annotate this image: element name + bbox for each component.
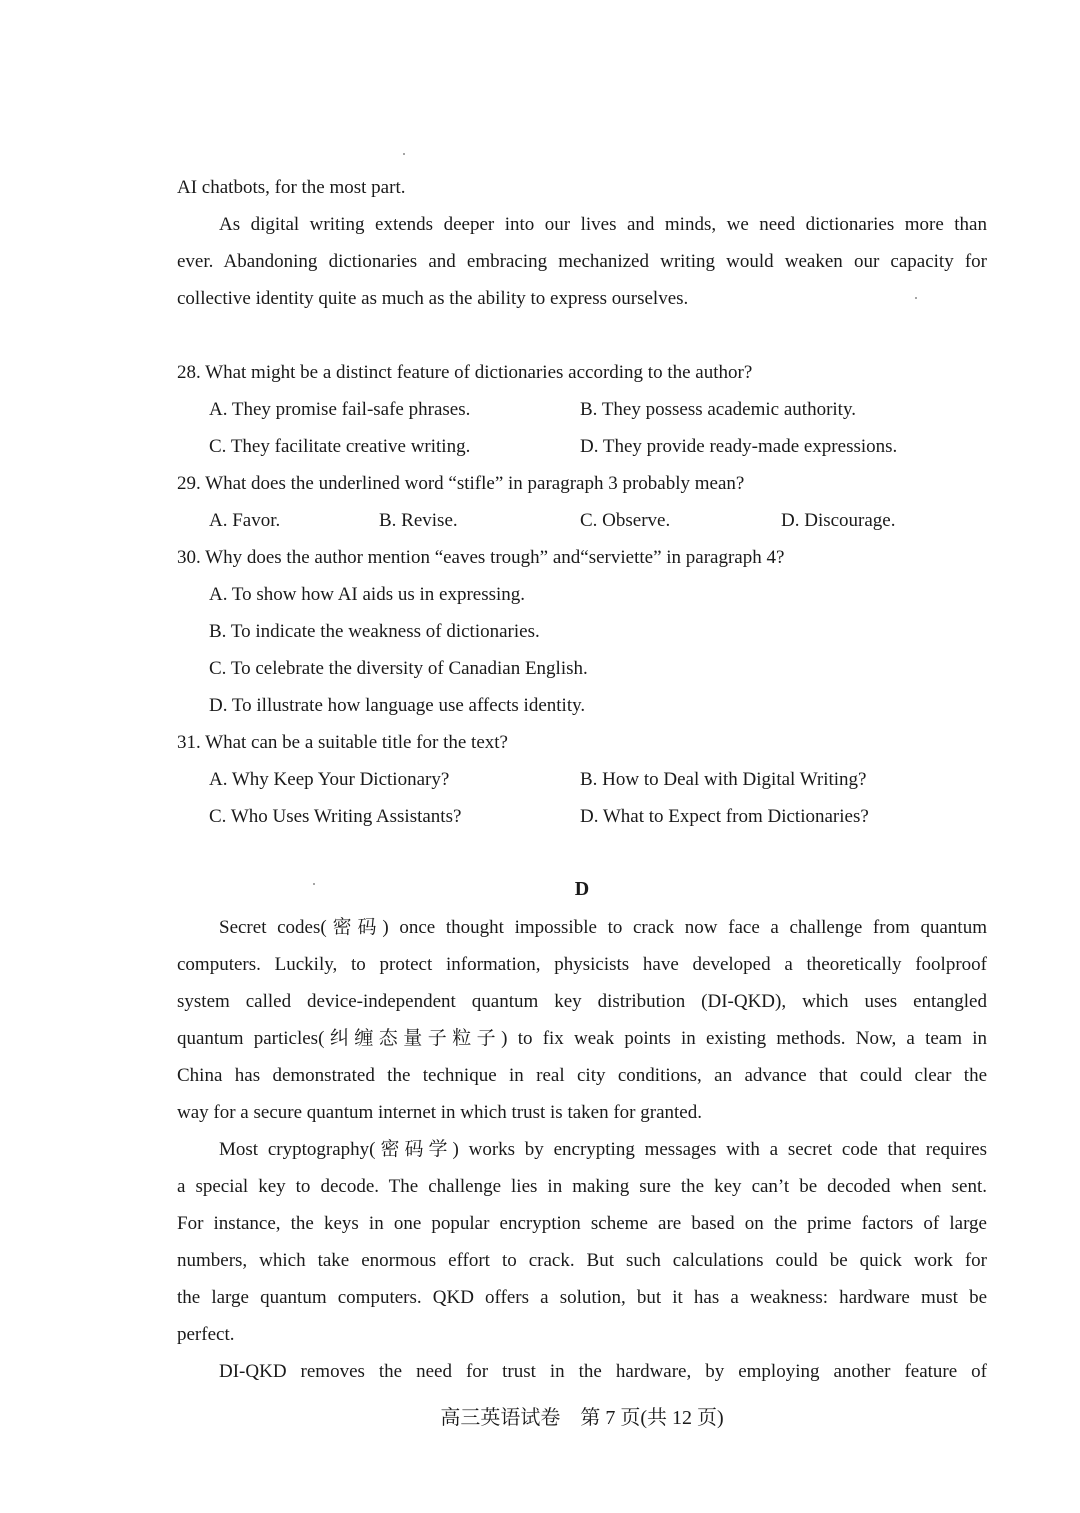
- question-30-option-c: C. To celebrate the diversity of Canadian English.: [209, 658, 588, 679]
- question-29-option-d: D. Discourage.: [781, 510, 896, 531]
- passage-d-paragraph-1-line: quantum particles(纠缠态量子粒子) to fix weak points in existing methods. Now, a team in: [177, 1028, 987, 1049]
- question-28-option-b: B. They possess academic authority.: [580, 399, 856, 420]
- section-d-heading: D: [574, 878, 590, 900]
- passage-d-paragraph-2-line: perfect.: [177, 1324, 235, 1345]
- question-30-option-a: A. To show how AI aids us in expressing.: [209, 584, 526, 605]
- passage-d-paragraph-2-line: numbers, which take enormous effort to crack. But such calculations could be quick work for: [177, 1250, 987, 1271]
- passage-d-paragraph-1-line: way for a secure quantum internet in which trust is taken for granted.: [177, 1102, 702, 1123]
- page-footer: 高三英语试卷 第 7 页(共 12 页): [440, 1407, 724, 1429]
- passage-d-paragraph-2-line: Most cryptography(密码学) works by encrypting messages with a secret code that requires: [219, 1139, 987, 1160]
- passage-d-paragraph-1-line: Secret codes(密码) once thought impossible to crack now face a challenge from quantum: [219, 917, 987, 938]
- passage-d-paragraph-1-line: computers. Luckily, to protect information, physicists have developed a theoretically foolproof: [177, 954, 987, 975]
- question-30-option-b: B. To indicate the weakness of dictionaries.: [209, 621, 540, 642]
- question-31-option-d: D. What to Expect from Dictionaries?: [580, 806, 869, 827]
- passage-d-paragraph-3-line: DI-QKD removes the need for trust in the hardware, by employing another feature of: [219, 1361, 987, 1382]
- question-30-stem: 30. Why does the author mention “eaves trough” and“serviette” in paragraph 4?: [177, 547, 785, 568]
- passage-c-final-paragraph-line: ever. Abandoning dictionaries and embracing mechanized writing would weaken our capacity for: [177, 251, 987, 272]
- question-30-option-d: D. To illustrate how language use affects identity.: [209, 695, 586, 716]
- passage-c-continuation: AI chatbots, for the most part.: [177, 177, 406, 198]
- question-31-option-c: C. Who Uses Writing Assistants?: [209, 806, 462, 827]
- question-28-option-a: A. They promise fail-safe phrases.: [209, 399, 471, 420]
- question-28-option-c: C. They facilitate creative writing.: [209, 436, 471, 457]
- scan-speck: [915, 297, 917, 299]
- passage-d-paragraph-2-line: a special key to decode. The challenge lies in making sure the key can’t be decoded when sent.: [177, 1176, 987, 1197]
- question-29-option-a: A. Favor.: [209, 510, 281, 531]
- passage-d-paragraph-2-line: the large quantum computers. QKD offers a solution, but it has a weakness: hardware must be: [177, 1287, 987, 1308]
- question-31-option-a: A. Why Keep Your Dictionary?: [209, 769, 450, 790]
- question-31-option-b: B. How to Deal with Digital Writing?: [580, 769, 867, 790]
- passage-c-final-paragraph-line: As digital writing extends deeper into our lives and minds, we need dictionaries more than: [219, 214, 987, 235]
- question-31-stem: 31. What can be a suitable title for the text?: [177, 732, 508, 753]
- passage-d-paragraph-2-line: For instance, the keys in one popular encryption scheme are based on the prime factors of large: [177, 1213, 987, 1234]
- question-29-option-b: B. Revise.: [379, 510, 458, 531]
- scan-speck: [403, 153, 405, 155]
- passage-d-paragraph-1-line: system called device-independent quantum key distribution (DI-QKD), which uses entangled: [177, 991, 987, 1012]
- question-28-option-d: D. They provide ready-made expressions.: [580, 436, 898, 457]
- question-28-stem: 28. What might be a distinct feature of dictionaries according to the author?: [177, 362, 753, 383]
- question-29-stem: 29. What does the underlined word “stifle” in paragraph 3 probably mean?: [177, 473, 745, 494]
- passage-c-final-paragraph-line: collective identity quite as much as the ability to express ourselves.: [177, 288, 689, 309]
- question-29-option-c: C. Observe.: [580, 510, 671, 531]
- passage-d-paragraph-1-line: China has demonstrated the technique in real city conditions, an advance that could clear the: [177, 1065, 987, 1086]
